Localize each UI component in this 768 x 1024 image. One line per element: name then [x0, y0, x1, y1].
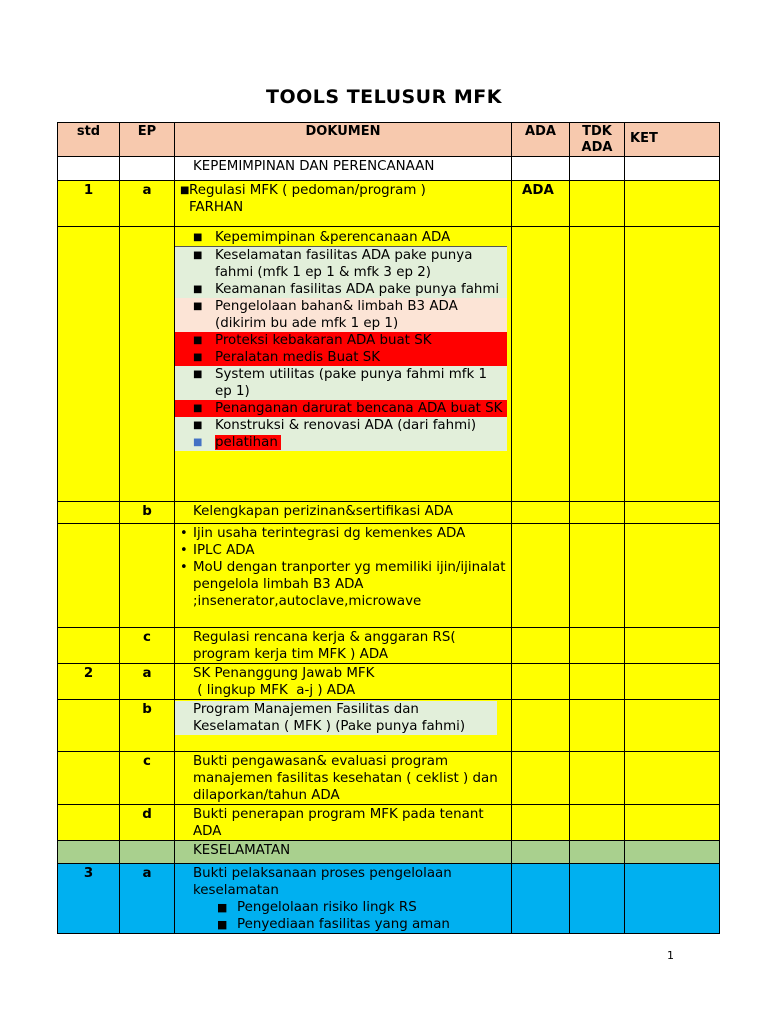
list-item: [180, 559, 507, 610]
list-item: [180, 525, 507, 542]
bullet-icon: •: [180, 543, 188, 558]
cell-dokumen: [175, 524, 512, 628]
list-item: [180, 182, 507, 199]
table-row: [58, 700, 720, 752]
bullet-icon: ■: [193, 352, 203, 363]
cell-ada: [512, 841, 570, 864]
header-ket-label: KET: [630, 131, 658, 146]
cell-tdk-ada: [570, 227, 625, 502]
bullet-icon: ■: [193, 301, 203, 312]
bullet-icon: •: [180, 560, 188, 575]
cell-ep: b: [120, 502, 175, 524]
cell-dokumen: Bukti pengawasan& evaluasi program manajemen fasilitas kesehatan ( ceklist ) dan dilaporkan/tahun ADA: [175, 752, 512, 805]
cell-std: [58, 628, 120, 664]
cell-dokumen: [175, 181, 512, 227]
table-row: [58, 628, 720, 664]
mfk-table: [57, 122, 720, 934]
item-text: MoU dengan tranporter yg memiliki ijin/ijinalat pengelola limbah B3 ADA ;insenerator,autoclave,microwave: [193, 560, 506, 609]
highlighted-text: Program Manajemen Fasilitas dan Keselamatan ( MFK ) (Pake punya fahmi): [175, 701, 497, 735]
cell-ket: [625, 157, 720, 181]
table-row: [58, 864, 720, 934]
cell-ep: a: [120, 864, 175, 934]
cell-ep: [120, 157, 175, 181]
cell-ket: [625, 805, 720, 841]
bullet-icon: •: [180, 526, 188, 541]
cell-ada: [512, 157, 570, 181]
header-ada: ADA: [512, 123, 570, 157]
cell-ep: a: [120, 664, 175, 700]
bullet-icon: ■: [193, 284, 203, 295]
cell-ep: [120, 841, 175, 864]
cell-ket: [625, 700, 720, 752]
cell-tdk-ada: [570, 700, 625, 752]
cell-ket: [625, 227, 720, 502]
list-item: [193, 434, 507, 451]
list-item: [193, 281, 507, 298]
cell-ada: [512, 700, 570, 752]
list-block: [175, 366, 507, 400]
cell-std: 2: [58, 664, 120, 700]
bullet-icon: ■: [193, 437, 203, 448]
cell-dokumen: [175, 700, 512, 752]
list-item: [193, 229, 507, 246]
cell-ket: [625, 181, 720, 227]
item-text: Bukti pelaksanaan proses pengelolaan keselamatan: [193, 866, 452, 898]
table-row: [58, 181, 720, 227]
cell-ada: [512, 227, 570, 502]
list-item: [193, 332, 507, 349]
cell-tdk-ada: [570, 841, 625, 864]
cell-ada: [512, 752, 570, 805]
cell-std: [58, 841, 120, 864]
table-row: [58, 841, 720, 864]
cell-ep: [120, 227, 175, 502]
cell-ada: [512, 502, 570, 524]
item-text: System utilitas (pake punya fahmi mfk 1 ep 1): [215, 367, 488, 399]
cell-ep: b: [120, 700, 175, 752]
list-item: [193, 366, 507, 400]
table-row: [58, 752, 720, 805]
list-item: [193, 247, 507, 281]
cell-ep: [120, 524, 175, 628]
item-text: Regulasi MFK ( pedoman/program ): [189, 183, 426, 198]
cell-std: [58, 157, 120, 181]
cell-ada-value: [512, 181, 570, 227]
cell-tdk-ada: [570, 628, 625, 664]
table-row: [58, 805, 720, 841]
item-text: pelatihan: [215, 435, 281, 450]
cell-tdk-ada: [570, 181, 625, 227]
bullet-icon: ■: [217, 918, 228, 931]
bullet-icon: ■: [193, 335, 203, 346]
cell-std: 1: [58, 181, 120, 227]
cell-ket: [625, 502, 720, 524]
table-row: [58, 664, 720, 700]
cell-dokumen: Bukti penerapan program MFK pada tenant ADA: [175, 805, 512, 841]
cell-std: [58, 805, 120, 841]
cell-std: [58, 227, 120, 502]
bullet-icon: ■: [193, 232, 203, 243]
cell-ket: [625, 664, 720, 700]
item-text: IPLC ADA: [193, 543, 255, 558]
item-text: Penanganan darurat bencana ADA buat SK: [215, 401, 503, 416]
cell-dokumen: [175, 864, 512, 934]
item-text: Proteksi kebakaran ADA buat SK: [215, 333, 432, 348]
cell-ada: [512, 664, 570, 700]
table-row: [58, 227, 720, 502]
section-heading-keselamatan: KESELAMATAN: [175, 841, 512, 864]
list-block: [175, 417, 507, 451]
cell-std: [58, 752, 120, 805]
page-title: TOOLS TELUSUR MFK: [266, 86, 502, 108]
cell-ep: d: [120, 805, 175, 841]
cell-std: [58, 700, 120, 752]
item-text-continued: FARHAN: [189, 200, 244, 215]
bullet-icon: ■: [193, 420, 203, 431]
list-item: [193, 916, 507, 933]
cell-ep: c: [120, 752, 175, 805]
item-text: Penyediaan fasilitas yang aman: [237, 917, 450, 932]
cell-ket: [625, 628, 720, 664]
cell-ada: [512, 524, 570, 628]
header-ket: [625, 123, 720, 157]
list-item: [193, 417, 507, 434]
cell-tdk-ada: [570, 805, 625, 841]
header-std: std: [58, 123, 120, 157]
item-text: Konstruksi & renovasi ADA (dari fahmi): [215, 418, 477, 433]
cell-ada: [512, 805, 570, 841]
bullet-icon: ■: [217, 901, 228, 914]
cell-dokumen: [175, 664, 512, 700]
page-number: 1: [667, 949, 674, 962]
cell-dokumen: Regulasi rencana kerja & anggaran RS( program kerja tim MFK ) ADA: [175, 628, 512, 664]
ada-status-text: ADA: [522, 183, 554, 198]
header-tdk-ada: TDK ADA: [570, 123, 625, 157]
item-text: Peralatan medis Buat SK: [215, 350, 381, 365]
table-row: [58, 157, 720, 181]
cell-std: 3: [58, 864, 120, 934]
list-item: [193, 298, 507, 332]
cell-tdk-ada: [570, 157, 625, 181]
item-text: SK Penanggung Jawab MFK: [193, 666, 375, 681]
cell-ket: [625, 752, 720, 805]
cell-ep: a: [120, 181, 175, 227]
cell-tdk-ada: [570, 524, 625, 628]
list-item: [193, 400, 507, 417]
cell-ket: [625, 841, 720, 864]
item-text-continued: ( lingkup MFK a-j ) ADA: [193, 683, 356, 698]
bullet-icon: ■: [193, 250, 203, 261]
item-text: Kepemimpinan &perencanaan ADA: [215, 230, 451, 245]
section-heading-kepemimpinan: KEPEMIMPINAN DAN PERENCANAAN: [175, 157, 512, 181]
cell-ada: [512, 628, 570, 664]
cell-tdk-ada: [570, 864, 625, 934]
list-block: [175, 229, 507, 247]
cell-dokumen: [175, 227, 512, 502]
list-item: [193, 899, 507, 916]
list-item: [180, 542, 507, 559]
item-text: Keamanan fasilitas ADA pake punya fahmi: [215, 282, 500, 297]
cell-std: [58, 524, 120, 628]
bullet-icon: ■: [193, 403, 203, 414]
cell-tdk-ada: [570, 752, 625, 805]
cell-std: [58, 502, 120, 524]
table-row: [58, 502, 720, 524]
cell-dokumen: Kelengkapan perizinan&sertifikasi ADA: [175, 502, 512, 524]
item-text: Keselamatan fasilitas ADA pake punya fahmi (mfk 1 ep 1 & mfk 3 ep 2): [215, 248, 473, 280]
cell-ada: [512, 864, 570, 934]
cell-ket: [625, 864, 720, 934]
cell-ep: c: [120, 628, 175, 664]
bullet-icon: ■: [193, 369, 203, 380]
bullet-icon: ■: [180, 185, 190, 196]
item-text: Pengelolaan risiko lingk RS: [237, 900, 417, 915]
list-block: [175, 247, 507, 298]
list-block: [175, 332, 507, 366]
item-text: Ijin usaha terintegrasi dg kemenkes ADA: [193, 526, 466, 541]
list-item: [193, 349, 507, 366]
cell-ket: [625, 524, 720, 628]
header-ep: EP: [120, 123, 175, 157]
cell-tdk-ada: [570, 502, 625, 524]
cell-tdk-ada: [570, 664, 625, 700]
table-header-row: [58, 123, 720, 157]
table-row: [58, 524, 720, 628]
item-text: Pengelolaan bahan& limbah B3 ADA (dikirim bu ade mfk 1 ep 1): [215, 299, 458, 331]
list-block: [175, 400, 507, 417]
list-block: [175, 298, 507, 332]
header-dokumen: DOKUMEN: [175, 123, 512, 157]
